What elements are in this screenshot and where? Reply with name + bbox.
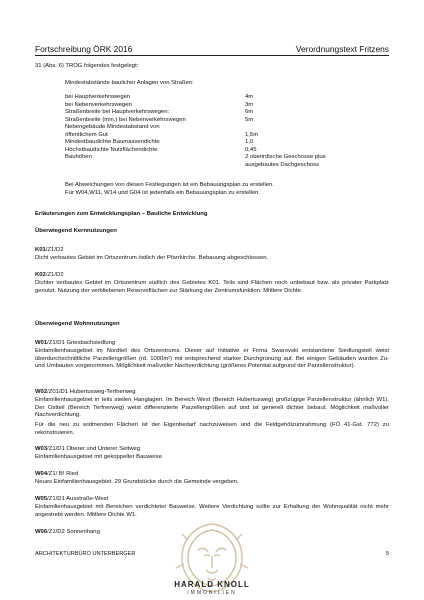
deviation-text-1: Bei Abweichungen von diesen Festlegungen ist ein Bebauungsplan zu erstellen. (65, 182, 274, 188)
row-label: Bauhöhen (65, 154, 92, 160)
w02-code: W02 (35, 389, 48, 395)
row-value: ausgebautes Dachgeschoss (245, 161, 320, 168)
deviation-text-2: Für W04,W11, W14 und G04 ist jedenfalls ein Bebauungsplan zu erstellen. (65, 190, 261, 196)
table-row (65, 109, 254, 117)
w05-code: W05 (35, 496, 48, 502)
table-row (65, 131, 259, 140)
k02-code: K02 (35, 272, 46, 278)
w03-rest: /Z1/D1 Oberer und Unterer Seitweg (47, 446, 141, 452)
header-right: Verordnungstext Fritzens (295, 44, 389, 54)
k01-text: Dicht verbautes Gebiet im Ortszentrum östlich der Pfarrkirche. Bebauung abgeschlossen. (35, 255, 269, 261)
watermark-sub: IMMOBILIEN (187, 590, 237, 596)
row-value: 3m (245, 101, 254, 108)
k02-text: Dichter verbautes Gebiet im Ortszentrum südlich des Gebietes K01. Teils sind Flächen noch unbebaut bzw. als privater Parkplatz genutzt. Nutzung der verbliebenen Reserveflächen zur Stärkung der Zentrumsfunktion. Mittlere Dichte. (35, 280, 389, 294)
page-number: 5 (385, 551, 389, 557)
row-label: bei Hauptverkehrswegen (65, 94, 131, 100)
row-value: 4m (245, 94, 254, 100)
k02-rest: /Z1/D2 (45, 272, 64, 278)
w02-heading (35, 389, 136, 397)
table-row (65, 101, 254, 110)
row-value: 1,0 (245, 139, 254, 145)
row-label: Straßenbreite (min.) bei Nebenverkehrswegen (65, 116, 186, 123)
row-label: bei Nebenverkehrswegen (65, 101, 132, 108)
row-value: 0,45 (245, 146, 257, 153)
table-row (65, 116, 254, 125)
row-value: 5m (245, 116, 254, 123)
w01-heading (35, 340, 115, 348)
table-row (65, 124, 186, 132)
k01-rest: /Z1/D2 (45, 247, 64, 253)
row-value: 1,5m (245, 131, 259, 138)
w01-text: Einfamilienhausgebiet im Nordteil des Ortszentrums. Dieser auf Initiative er Firma Swarovski entstandene Siedlungsteil weist überdurchschnittliche Parzellengrößen (rd. 1000m²) mit entsprechend starker Durchgrünung auf. Bei einigen Gebäuden wurden Zu- und Umbauten vorgenommen. Möglichkeit maßvoller Nachverdichtung (größeres Potential aufgrund der Parzellenstruktur). (35, 348, 389, 370)
w04-heading (35, 471, 78, 479)
residential-title: Überwiegend Wohnnutzungen (35, 321, 120, 327)
row-label: Höchstbaudichte Nutzflächendichte (65, 146, 158, 153)
w06-heading (35, 529, 100, 537)
distance-table (65, 94, 326, 169)
w05-rest: /Z1/D1 Ausstraße-West (47, 496, 109, 502)
row-label: Nebengebäude Mindestabstand von (65, 124, 160, 130)
w02-text-2: Für die neu zu widmenden Flächen ist der Eigenbedarf nachzuweisen und die Feldgehölzumrahmung (FÖ 41-Gst. 772) zu rekonstruieren. (35, 422, 389, 436)
w04-rest: /Z1/ B! Ried (47, 471, 79, 477)
row-label: Mindestbaudichte Baumassendichte (65, 139, 160, 145)
table-row (65, 161, 320, 170)
row-value: 6m (245, 109, 254, 115)
row-label: öffentlichem Gut (65, 131, 108, 138)
w03-code: W03 (35, 446, 48, 452)
w03-text: Einfamilienhausgebiet mit gekoppelter Bauweise. (35, 454, 164, 460)
w05-text: Einfamilienhausgebiet mit Bereichen verdichteter Bauweise. Weitere Verdichtung sollte zur Erhaltung der Wohnqualität nicht mehr angestrebt werden. Mittlere Dichte W1. (35, 504, 389, 518)
page-footer (35, 551, 389, 557)
table-row (65, 139, 254, 147)
footer-office: ARCHITEKTURBÜRO UNTERBERGER (35, 551, 136, 557)
core-title: Überwiegend Kernnutzungen (35, 228, 117, 234)
intro-text: 31 (Abs. 6) TROG folgendes festgelegt: (35, 63, 139, 69)
table-row (65, 146, 257, 155)
w02-text-1: Einfamilienhausgebiet in teils steilen Hanglagen. Im Bereich West (Bereich Hubertusweg) großzügige Parzellenstruktur (ähnlich W1). Der Ostteil (Bereich Terfnerweg) weist differenzierte Parzellengrößen auf und ist generell dichter bebaut. Möglichkeit maßvoller Nachverdichtung. (35, 397, 389, 419)
w06-rest: /Z1/D2 Sonnenhang (47, 529, 100, 535)
k02-heading (35, 272, 64, 280)
w04-code: W04 (35, 471, 48, 477)
table-row (65, 154, 326, 162)
header-left: Fortschreibung ÖRK 2016 (35, 44, 133, 54)
k01-code: K01 (35, 247, 46, 253)
page-header (35, 44, 389, 56)
w05-heading (35, 496, 108, 504)
table-row (65, 94, 254, 102)
w06-code: W06 (35, 529, 48, 535)
k01-heading (35, 247, 64, 255)
w01-code: W01 (35, 340, 48, 346)
watermark-brand: HARALD KNOLL (174, 580, 250, 589)
section-title: Erläuterungen zum Entwicklungsplan – Bauliche Entwicklung (35, 211, 208, 217)
w03-heading (35, 446, 140, 454)
w02-rest: /Z01/D1 Hubertusweg-Terfnerweg (47, 389, 136, 395)
w01-rest: /Z1/D1 Griesbachsiedlung (47, 340, 116, 346)
row-value: 2 oberirdische Geschosse plus (245, 154, 326, 160)
minima-title: Mindestabstände baulicher Anlagen von Straßen: (65, 80, 194, 86)
w04-text: Neues Einfamilienhausgebiet. 29 Grundstücke durch die Gemeinde vergeben. (35, 479, 239, 485)
row-label: Straßenbreite bei Hauptverkehrswegen: (65, 109, 170, 115)
